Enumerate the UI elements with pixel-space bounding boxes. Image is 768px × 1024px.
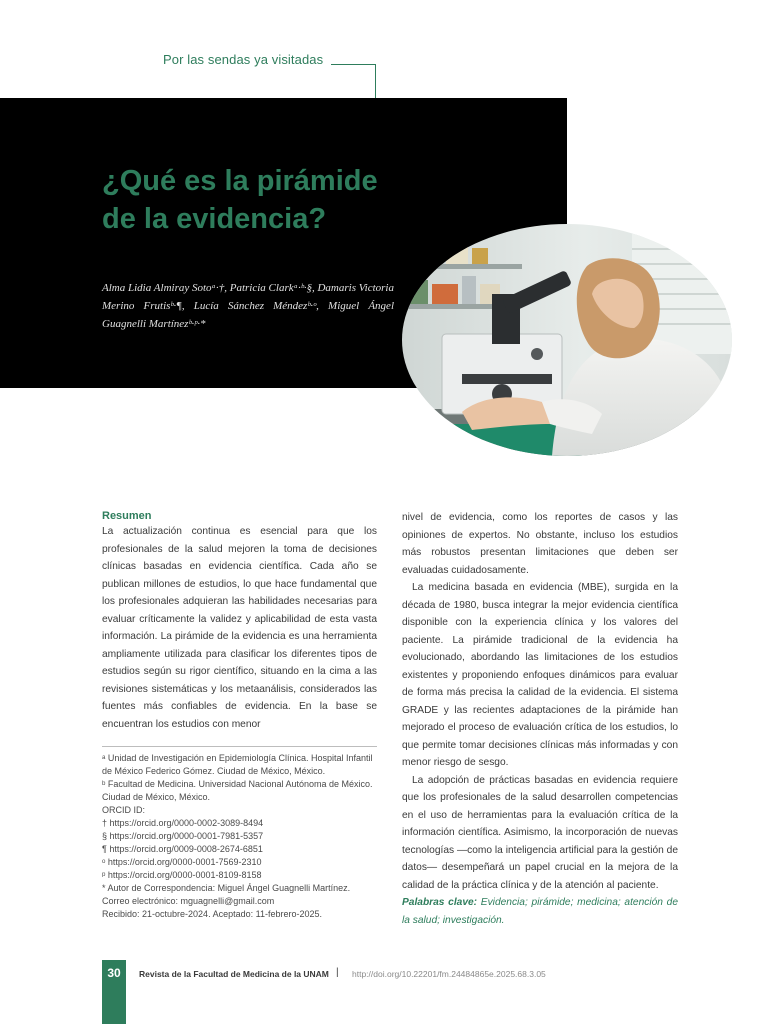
footnote-rule [102, 746, 377, 747]
affiliation-b: ᵇ Facultad de Medicina. Universidad Nacional Autónoma de México. Ciudad de México, México. [102, 779, 373, 802]
abstract-right-column [402, 509, 678, 929]
orcid-link[interactable]: ᵒ https://orcid.org/0000-0001-7569-2310 [102, 857, 262, 867]
abstract-paragraph-2: nivel de evidencia, como los reportes de casos y las opiniones de expertos. No obstante, incluso los estudios más robustos presentan limitaciones que deben ser evaluadas cuidadosamente. [402, 512, 678, 576]
abstract-paragraph-4: La adopción de prácticas basadas en evidencia requiere que los profesionales de la salud desarrollen competencias en el uso de herramientas para la evaluación crítica de la información científica. Asimismo, la incorporación de nuevas tecnologías —como la inteligencia artificial para la gestión de datos— desempeñará un papel crucial en la mejora de la calidad de la práctica clínica y de la atención al paciente. [402, 774, 678, 891]
article-title [102, 162, 422, 238]
orcid-link[interactable]: † https://orcid.org/0000-0002-3089-8494 [102, 818, 264, 828]
section-rule-vertical [375, 64, 376, 98]
keywords-text: Evidencia; pirámide; medicina; atención de la salud; investigación. [402, 897, 678, 926]
microscope-scene-image [402, 224, 732, 456]
orcid-link[interactable]: § https://orcid.org/0000-0001-7981-5357 [102, 831, 264, 841]
orcid-link[interactable]: ᵖ https://orcid.org/0000-0001-8109-8158 [102, 870, 262, 880]
affiliation-a: ᵃ Unidad de Investigación en Epidemiología Clínica. Hospital Infantil de México Federico Gómez. Ciudad de México, México. [102, 753, 373, 776]
orcid-link[interactable]: ¶ https://orcid.org/0009-0008-2674-6851 [102, 844, 263, 854]
received-accepted-dates: Recibido: 21-octubre-2024. Aceptado: 11-febrero-2025. [102, 909, 322, 919]
keywords-label: Palabras clave: [402, 897, 478, 908]
page-number: 30 [107, 966, 121, 980]
abstract-paragraph-3: La medicina basada en evidencia (MBE), surgida en la década de 1980, busca integrar la mejor evidencia científica disponible con la experiencia clínica y los valores del paciente. La pirámide tradicional de la evidencia ha evolucionado, abordando las limitaciones de los estudios existentes y proponiendo enfoques dinámicos para evaluar de forma más precisa la calidad de la evidencia. El sistema GRADE y las recientes adaptaciones de la pirámide han mejorado el proceso de evaluación crítica de los estudios, lo que permite tomar decisiones clínicas más informadas y con menor riesgo de sesgo. [402, 582, 678, 768]
footer-separator: | [336, 967, 339, 978]
correspondence-note: * Autor de Correspondencia: Miguel Ángel Guagnelli Martínez. [102, 883, 351, 893]
orcid-label: ORCID ID: [102, 805, 146, 815]
section-rule [331, 64, 375, 65]
journal-name: Revista de la Facultad de Medicina de la UNAM [139, 969, 329, 979]
scientist-photo [402, 224, 732, 456]
title-line-2: de la evidencia? [102, 203, 327, 235]
author-list: Alma Lidia Almiray Sotoᵃ·†, Patricia Clarkᵃ·ᵇ·§, Damaris Victoria Merino Frutisᵇ·¶, Lucía Sánchez Méndezᵇ·ᵒ, Miguel Ángel Guagnelli Martínezᵇ·ᵖ·* [102, 282, 394, 330]
doi-link[interactable]: http://doi.org/10.22201/fm.24484865e.2025.68.3.05 [352, 969, 546, 979]
section-label: Por las sendas ya visitadas [163, 52, 324, 67]
abstract-left-column [102, 509, 377, 733]
keywords [402, 894, 678, 929]
correspondence-email[interactable]: Correo electrónico: mguagnelli@gmail.com [102, 896, 275, 906]
abstract-heading: Resumen [102, 510, 152, 522]
title-line-1: ¿Qué es la pirámide [102, 165, 378, 197]
abstract-paragraph-1: La actualización continua es esencial para que los profesionales de la salud mejoren la toma de decisiones clínicas basadas en evidencia científica. Cada año se publican millones de estudios, lo que hace fundamental que los profesionales adquieran las habilidades necesarias para evaluar críticamente la validez y aplicabilidad de esta vasta información. La pirámide de la evidencia es una herramienta ampliamente utilizada para clasificar los diferentes tipos de estudios según su rigor científico, situando en la cima a las revisiones sistemáticas y los metaanálisis, considerados las fuentes más confiables de evidencia. En la base se encuentran los estudios con menor [102, 526, 377, 730]
footnotes [102, 752, 382, 921]
